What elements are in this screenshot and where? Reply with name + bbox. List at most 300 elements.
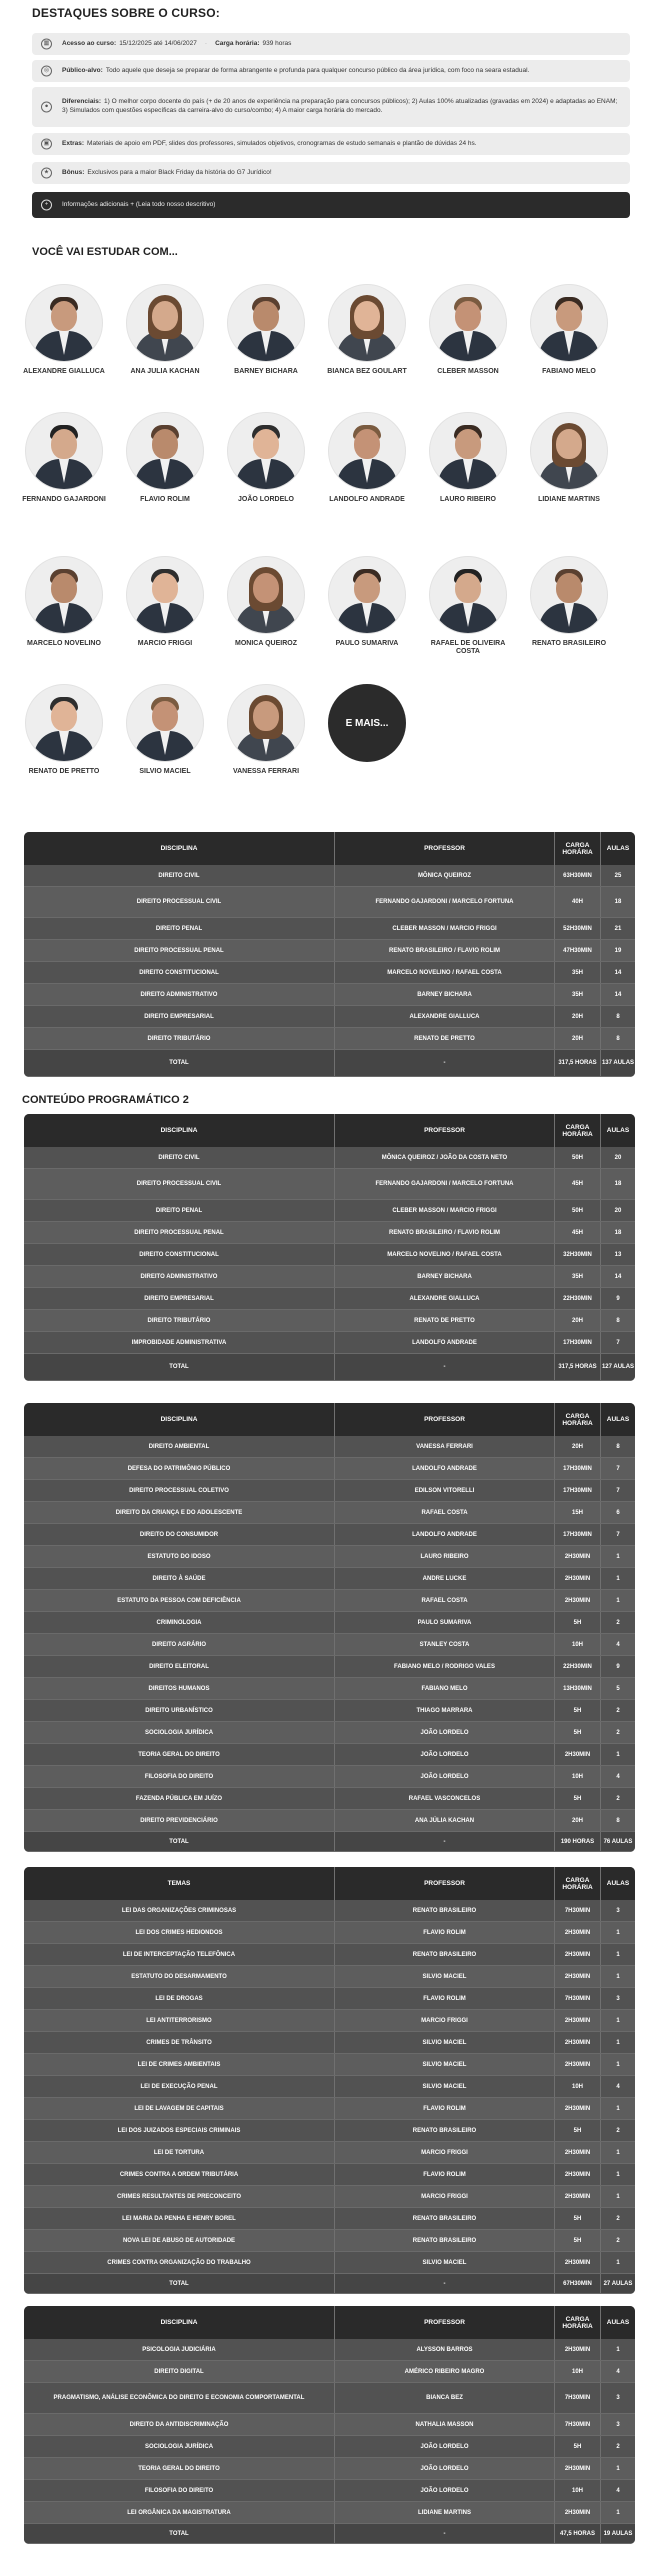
cell-classes: 1 xyxy=(616,2171,620,2178)
cell-professor: SILVIO MACIEL xyxy=(335,1966,555,1987)
cell-professor: LAURO RIBEIRO xyxy=(335,1546,555,1567)
cell-classes: 13 xyxy=(614,1251,622,1258)
professor-photo xyxy=(328,556,406,634)
cell-hours: 2H30MIN xyxy=(555,2010,601,2031)
table-row xyxy=(24,1744,635,1766)
cell-hours: CARGA HORÁRIA xyxy=(555,2306,601,2339)
professor-photo xyxy=(429,556,507,634)
table-conteudo-1 xyxy=(24,832,635,1077)
cell-classes: 2 xyxy=(616,1707,620,1714)
cell-subject: DIREITO EMPRESARIAL xyxy=(24,1006,335,1027)
cell-hours: 17H30MIN xyxy=(555,1332,601,1353)
cell-hours: 5H xyxy=(555,2208,601,2229)
table-row xyxy=(24,2120,635,2142)
cell-professor: RENATO BRASILEIRO / FLAVIO ROLIM xyxy=(335,1222,555,1243)
cell-subject: SOCIOLOGIA JURÍDICA xyxy=(24,1722,335,1743)
cell-classes: 21 xyxy=(614,925,622,932)
cell-hours: 63H30MIN xyxy=(555,865,601,886)
highlight-acesso xyxy=(32,33,630,55)
professor-card xyxy=(525,556,613,648)
cell-hours: 17H30MIN xyxy=(555,1458,601,1479)
cell-classes: 4 xyxy=(616,2083,620,2090)
extras-value: Materiais de apoio em PDF, slides dos professores, simulados objetivos, cronogramas de estudo semanais e plantão de dúvidas 24 hs. xyxy=(87,139,477,147)
table-row xyxy=(24,1722,635,1744)
cell-hours: 2H30MIN xyxy=(555,2054,601,2075)
professor-card xyxy=(323,412,411,504)
cell-professor: ALEXANDRE GIALLUCA xyxy=(335,1006,555,1027)
cell-subject: TEMAS xyxy=(24,1867,335,1900)
professor-name: LANDOLFO ANDRADE xyxy=(329,496,405,503)
professor-card xyxy=(525,284,613,376)
professor-card xyxy=(20,412,108,504)
cell-subject: DISCIPLINA xyxy=(24,1403,335,1436)
professor-card xyxy=(121,412,209,504)
cell-subject: TOTAL xyxy=(24,1832,335,1851)
cell-classes: 1 xyxy=(616,1929,620,1936)
cell-classes: 4 xyxy=(616,2487,620,2494)
cell-hours: 40H xyxy=(555,887,601,917)
table-row xyxy=(24,2142,635,2164)
cell-subject: LEI ORGÂNICA DA MAGISTRATURA xyxy=(24,2502,335,2523)
professor-photo xyxy=(126,284,204,362)
cell-hours: 2H30MIN xyxy=(555,1966,601,1987)
cell-hours: 2H30MIN xyxy=(555,2032,601,2053)
bonus-label: Bônus: xyxy=(62,168,85,176)
cell-hours: 5H xyxy=(555,2230,601,2251)
cell-hours: 13H30MIN xyxy=(555,1678,601,1699)
table-row xyxy=(24,1590,635,1612)
professor-name: FERNANDO GAJARDONI xyxy=(22,496,106,503)
professor-photo xyxy=(126,684,204,762)
cell-classes: 1 xyxy=(616,2039,620,2046)
table-row xyxy=(24,2186,635,2208)
professor-name: MONICA QUEIROZ xyxy=(235,640,297,647)
table-row xyxy=(24,1028,635,1050)
cell-subject: ESTATUTO DO DESARMAMENTO xyxy=(24,1966,335,1987)
table-row xyxy=(24,2339,635,2361)
gift-icon: ▣ xyxy=(41,139,52,150)
cell-professor: - xyxy=(335,1050,555,1076)
cell-subject: DIREITO PENAL xyxy=(24,918,335,939)
cell-hours: CARGA HORÁRIA xyxy=(555,832,601,865)
cell-hours: 10H xyxy=(555,2480,601,2501)
cell-classes: 7 xyxy=(616,1339,620,1346)
cell-hours: 32H30MIN xyxy=(555,1244,601,1265)
table-row xyxy=(24,1006,635,1028)
cell-professor: ALYSSON BARROS xyxy=(335,2339,555,2360)
more-professors-badge: E MAIS... xyxy=(328,684,406,762)
carga-label: Carga horária: xyxy=(215,39,260,47)
cell-subject: DIREITO DIGITAL xyxy=(24,2361,335,2382)
table-row xyxy=(24,2502,635,2524)
cell-professor: FLAVIO ROLIM xyxy=(335,1988,555,2009)
cell-classes: 9 xyxy=(616,1295,620,1302)
professor-card xyxy=(323,556,411,648)
cell-hours: 5H xyxy=(555,2120,601,2141)
plus-icon: + xyxy=(41,200,52,211)
table-row xyxy=(24,2164,635,2186)
cell-subject: DIREITO PROCESSUAL CIVIL xyxy=(24,1169,335,1199)
professor-card xyxy=(222,284,310,376)
cell-hours: 7H30MIN xyxy=(555,1900,601,1921)
professor-name: ANA JULIA KACHAN xyxy=(130,368,200,375)
cell-professor: RENATO BRASILEIRO / FLAVIO ROLIM xyxy=(335,940,555,961)
cell-professor: JOÃO LORDELO xyxy=(335,1722,555,1743)
highlight-extras xyxy=(32,133,630,155)
cell-subject: LEI DE LAVAGEM DE CAPITAIS xyxy=(24,2098,335,2119)
table-row xyxy=(24,1900,635,1922)
cell-classes: 3 xyxy=(616,1995,620,2002)
separator: · xyxy=(204,39,208,47)
cell-hours: 35H xyxy=(555,962,601,983)
cell-classes: 8 xyxy=(616,1013,620,1020)
cell-classes: 3 xyxy=(616,1907,620,1914)
cell-subject: LEI DE TORTURA xyxy=(24,2142,335,2163)
table-row xyxy=(24,1634,635,1656)
table-row xyxy=(24,2414,635,2436)
cell-hours: 35H xyxy=(555,1266,601,1287)
professor-card xyxy=(222,556,310,648)
cell-professor: LIDIANE MARTINS xyxy=(335,2502,555,2523)
professor-card xyxy=(424,284,512,376)
professor-photo xyxy=(227,284,305,362)
table-row xyxy=(24,1436,635,1458)
cell-subject: DISCIPLINA xyxy=(24,2306,335,2339)
cell-professor: PROFESSOR xyxy=(335,2306,555,2339)
cell-hours: 2H30MIN xyxy=(555,2098,601,2119)
professor-card xyxy=(121,556,209,648)
professor-photo xyxy=(328,284,406,362)
cell-professor: - xyxy=(335,2274,555,2293)
cell-hours: 5H xyxy=(555,1700,601,1721)
cell-hours: 2H30MIN xyxy=(555,2164,601,2185)
cell-professor: JOÃO LORDELO xyxy=(335,1766,555,1787)
cell-professor: BIANCA BEZ xyxy=(335,2383,555,2413)
professor-name: LAURO RIBEIRO xyxy=(440,496,496,503)
table-row xyxy=(24,1966,635,1988)
professor-card xyxy=(222,684,310,776)
cell-subject: TOTAL xyxy=(24,1354,335,1380)
cell-professor: LANDOLFO ANDRADE xyxy=(335,1524,555,1545)
highlight-publico xyxy=(32,60,630,82)
table-row xyxy=(24,1502,635,1524)
table-row xyxy=(24,1332,635,1354)
table2-title: CONTEÚDO PROGRAMÁTICO 2 xyxy=(22,1094,189,1106)
cell-classes: 1 xyxy=(616,1973,620,1980)
cell-professor: AMÉRICO RIBEIRO MAGRO xyxy=(335,2361,555,2382)
cell-subject: DIREITO PENAL xyxy=(24,1200,335,1221)
table-row xyxy=(24,1546,635,1568)
cell-professor: - xyxy=(335,1354,555,1380)
cell-classes: 76 AULAS xyxy=(603,1838,633,1845)
professor-photo xyxy=(25,684,103,762)
cell-subject: DISCIPLINA xyxy=(24,1114,335,1147)
cell-subject: DIREITO AGRÁRIO xyxy=(24,1634,335,1655)
carga-value: 939 horas xyxy=(262,39,292,47)
calendar-icon: ▦ xyxy=(41,39,52,50)
table-row xyxy=(24,1568,635,1590)
cell-classes: 2 xyxy=(616,1729,620,1736)
cell-subject: DIREITO PROCESSUAL CIVIL xyxy=(24,887,335,917)
professor-photo xyxy=(429,284,507,362)
table-row xyxy=(24,1678,635,1700)
cell-classes: 1 xyxy=(616,2061,620,2068)
info-toggle-button[interactable] xyxy=(32,192,630,218)
professor-name: SILVIO MACIEL xyxy=(139,768,191,775)
cell-professor: - xyxy=(335,2524,555,2543)
cell-classes: 1 xyxy=(616,2105,620,2112)
cell-subject: TEORIA GERAL DO DIREITO xyxy=(24,1744,335,1765)
table-row xyxy=(24,1766,635,1788)
cell-classes: 3 xyxy=(616,2395,620,2401)
cell-professor: MARCIO FRIGGI xyxy=(335,2142,555,2163)
cell-professor: RENATO BRASILEIRO xyxy=(335,1900,555,1921)
cell-professor: RENATO DE PRETTO xyxy=(335,1310,555,1331)
cell-classes: 7 xyxy=(616,1531,620,1538)
cell-hours: 22H30MIN xyxy=(555,1288,601,1309)
table-header xyxy=(24,832,635,865)
cell-professor: PAULO SUMARIVA xyxy=(335,1612,555,1633)
cell-subject: FILOSOFIA DO DIREITO xyxy=(24,2480,335,2501)
table-row xyxy=(24,887,635,918)
table-row xyxy=(24,1222,635,1244)
cell-classes: 6 xyxy=(616,1509,620,1516)
cell-professor: SILVIO MACIEL xyxy=(335,2076,555,2097)
cell-classes: 19 AULAS xyxy=(603,2530,633,2537)
cell-professor: RAFAEL VASCONCELOS xyxy=(335,1788,555,1809)
cell-professor: BARNEY BICHARA xyxy=(335,1266,555,1287)
table-row xyxy=(24,2458,635,2480)
cell-classes: 20 xyxy=(614,1207,622,1214)
cell-professor: MARCIO FRIGGI xyxy=(335,2186,555,2207)
cell-hours: 10H xyxy=(555,2076,601,2097)
cell-subject: CRIMES CONTRA ORGANIZAÇÃO DO TRABALHO xyxy=(24,2252,335,2273)
cell-hours: CARGA HORÁRIA xyxy=(555,1114,601,1147)
table-row xyxy=(24,2010,635,2032)
cell-subject: DIREITO CONSTITUCIONAL xyxy=(24,1244,335,1265)
cell-hours: 5H xyxy=(555,2436,601,2457)
cell-professor: BARNEY BICHARA xyxy=(335,984,555,1005)
cell-hours: 17H30MIN xyxy=(555,1480,601,1501)
table-row xyxy=(24,1700,635,1722)
professor-card xyxy=(20,556,108,648)
cell-subject: DISCIPLINA xyxy=(24,832,335,865)
cell-subject: CRIMES DE TRÂNSITO xyxy=(24,2032,335,2053)
cell-professor: FLAVIO ROLIM xyxy=(335,2098,555,2119)
cell-professor: FLAVIO ROLIM xyxy=(335,1922,555,1943)
cell-hours: 20H xyxy=(555,1028,601,1049)
cell-classes: 7 xyxy=(616,1487,620,1494)
cell-subject: DIREITO CIVIL xyxy=(24,865,335,886)
cell-subject: LEI DE CRIMES AMBIENTAIS xyxy=(24,2054,335,2075)
cell-hours: 2H30MIN xyxy=(555,2252,601,2273)
cell-classes: 8 xyxy=(616,1817,620,1824)
table-row xyxy=(24,1524,635,1546)
cell-hours: 20H xyxy=(555,1310,601,1331)
cell-subject: CRIMES RESULTANTES DE PRECONCEITO xyxy=(24,2186,335,2207)
cell-hours: 10H xyxy=(555,1766,601,1787)
cell-subject: CRIMES CONTRA A ORDEM TRIBUTÁRIA xyxy=(24,2164,335,2185)
cell-hours: 2H30MIN xyxy=(555,2142,601,2163)
cell-classes: 1 xyxy=(616,2149,620,2156)
cell-hours: 317,5 HORAS xyxy=(555,1050,601,1076)
table-row xyxy=(24,1656,635,1678)
cell-classes: 1 xyxy=(616,1575,620,1582)
cell-hours: CARGA HORÁRIA xyxy=(555,1867,601,1900)
table-row xyxy=(24,2480,635,2502)
professor-name: ALEXANDRE GIALLUCA xyxy=(23,368,105,375)
professor-photo xyxy=(227,556,305,634)
cell-subject: DIREITO ELEITORAL xyxy=(24,1656,335,1677)
cell-subject: DIREITO TRIBUTÁRIO xyxy=(24,1028,335,1049)
cell-classes: 14 xyxy=(614,1273,622,1280)
cell-professor: LANDOLFO ANDRADE xyxy=(335,1458,555,1479)
cell-professor: ANDRE LUCKE xyxy=(335,1568,555,1589)
cell-hours: 35H xyxy=(555,984,601,1005)
cell-classes: 8 xyxy=(616,1443,620,1450)
pin-icon: ● xyxy=(41,102,52,113)
target-icon: ◎ xyxy=(41,66,52,77)
table-row xyxy=(24,1810,635,1832)
cell-professor: MÔNICA QUEIROZ xyxy=(335,865,555,886)
professor-photo xyxy=(126,556,204,634)
cell-professor: MARCELO NOVELINO / RAFAEL COSTA xyxy=(335,1244,555,1265)
professor-card xyxy=(222,412,310,504)
cell-hours: 45H xyxy=(555,1222,601,1243)
cell-professor: FABIANO MELO xyxy=(335,1678,555,1699)
cell-professor: FERNANDO GAJARDONI / MARCELO FORTUNA xyxy=(335,887,555,917)
cell-classes: 14 xyxy=(614,991,622,998)
cell-hours: 2H30MIN xyxy=(555,2339,601,2360)
cell-classes: 2 xyxy=(616,2443,620,2450)
cell-classes: 4 xyxy=(616,1773,620,1780)
professor-card xyxy=(121,684,209,776)
cell-subject: DIREITO DA ANTIDISCRIMINAÇÃO xyxy=(24,2414,335,2435)
extras-label: Extras: xyxy=(62,139,85,147)
cell-subject: LEI DOS CRIMES HEDIONDOS xyxy=(24,1922,335,1943)
cell-classes: 1 xyxy=(616,2017,620,2024)
cell-hours: 17H30MIN xyxy=(555,1524,601,1545)
cell-classes: AULAS xyxy=(606,2319,630,2326)
professor-photo xyxy=(530,412,608,490)
cell-professor: ALEXANDRE GIALLUCA xyxy=(335,1288,555,1309)
table-row xyxy=(24,1169,635,1200)
table-row xyxy=(24,2032,635,2054)
cell-classes: 1 xyxy=(616,2346,620,2353)
cell-professor: JOÃO LORDELO xyxy=(335,2480,555,2501)
professor-card xyxy=(323,284,411,376)
cell-classes: 137 AULAS xyxy=(601,1060,635,1066)
table-row xyxy=(24,1244,635,1266)
cell-professor: FABIANO MELO / RODRIGO VALES xyxy=(335,1656,555,1677)
cell-classes: 1 xyxy=(616,2465,620,2472)
cell-professor: RENATO BRASILEIRO xyxy=(335,2230,555,2251)
table-row xyxy=(24,1922,635,1944)
professor-name: CLEBER MASSON xyxy=(437,368,499,375)
cell-subject: LEI ANTITERRORISMO xyxy=(24,2010,335,2031)
acesso-value: 15/12/2025 até 14/06/2027 xyxy=(119,39,197,47)
cell-classes: 4 xyxy=(616,2368,620,2375)
professor-name: VANESSA FERRARI xyxy=(232,768,300,775)
cell-professor: LANDOLFO ANDRADE xyxy=(335,1332,555,1353)
cell-professor: FLAVIO ROLIM xyxy=(335,2164,555,2185)
cell-subject: TOTAL xyxy=(24,2274,335,2293)
cell-subject: FAZENDA PÚBLICA EM JUÍZO xyxy=(24,1788,335,1809)
professor-name: RENATO BRASILEIRO xyxy=(531,640,607,647)
cell-hours: 22H30MIN xyxy=(555,1656,601,1677)
cell-classes: 20 xyxy=(614,1154,622,1161)
cell-hours: 5H xyxy=(555,1788,601,1809)
cell-subject: DIREITO ADMINISTRATIVO xyxy=(24,1266,335,1287)
cell-hours: 47,5 HORAS xyxy=(555,2524,601,2543)
cell-classes: 3 xyxy=(616,2421,620,2428)
table-row xyxy=(24,918,635,940)
cell-hours: 50H xyxy=(555,1147,601,1168)
cell-classes: 18 xyxy=(614,1229,622,1236)
cell-subject: DIREITO PROCESSUAL PENAL xyxy=(24,940,335,961)
cell-hours: 7H30MIN xyxy=(555,1988,601,2009)
cell-subject: LEI DAS ORGANIZAÇÕES CRIMINOSAS xyxy=(24,1900,335,1921)
cell-subject: NOVA LEI DE ABUSO DE AUTORIDADE xyxy=(24,2230,335,2251)
table-row xyxy=(24,2054,635,2076)
cell-classes: 27 AULAS xyxy=(603,2280,633,2287)
cell-classes: 1 xyxy=(616,1597,620,1604)
professor-name: JOÃO LORDELO xyxy=(237,496,294,503)
cell-hours: 190 HORAS xyxy=(555,1832,601,1851)
table-row xyxy=(24,1310,635,1332)
bonus-value: Exclusivos para a maior Black Friday da história do G7 Jurídico! xyxy=(87,168,272,176)
table-conteudo-5 xyxy=(24,2306,635,2544)
cell-professor: PROFESSOR xyxy=(335,1114,555,1147)
table-row xyxy=(24,1988,635,2010)
cell-subject: TOTAL xyxy=(24,1050,335,1076)
dif-value: 1) O melhor corpo docente do país (+ de 20 anos de experiência na preparação para concursos públicos); 2) Aulas 100% atualizadas (gravadas em 2024) e adaptadas ao ENAM; 3) Simulados com questões específicas da carreira-alvo do curso/combo; 4) A maior carga horária do mercado. xyxy=(62,98,618,114)
professor-card xyxy=(121,284,209,376)
cell-professor: RAFAEL COSTA xyxy=(335,1590,555,1611)
cell-hours: 2H30MIN xyxy=(555,1744,601,1765)
cell-professor: JOÃO LORDELO xyxy=(335,2458,555,2479)
cell-professor: PROFESSOR xyxy=(335,1403,555,1436)
cell-classes: 1 xyxy=(616,1951,620,1958)
cell-hours: 20H xyxy=(555,1810,601,1831)
cell-hours: 47H30MIN xyxy=(555,940,601,961)
cell-classes: 14 xyxy=(614,969,622,976)
cell-professor: JOÃO LORDELO xyxy=(335,2436,555,2457)
highlight-diferenciais xyxy=(32,87,630,127)
star-icon: ★ xyxy=(41,168,52,179)
cell-classes: 2 xyxy=(616,2215,620,2222)
cell-subject: PSICOLOGIA JUDICIÁRIA xyxy=(24,2339,335,2360)
more-professors xyxy=(323,684,411,762)
cell-classes: 2 xyxy=(616,1795,620,1802)
cell-professor: PROFESSOR xyxy=(335,1867,555,1900)
professor-photo xyxy=(530,556,608,634)
cell-hours: 5H xyxy=(555,1612,601,1633)
cell-hours: 20H xyxy=(555,1006,601,1027)
cell-hours: 2H30MIN xyxy=(555,1590,601,1611)
cell-classes: AULAS xyxy=(606,1416,630,1423)
professor-name: RAFAEL DE OLIVEIRA COSTA xyxy=(430,640,506,656)
table-row xyxy=(24,1147,635,1169)
professor-name: RENATO DE PRETTO xyxy=(28,768,100,775)
table-total-row xyxy=(24,2274,635,2294)
cell-subject: DIREITO EMPRESARIAL xyxy=(24,1288,335,1309)
cell-hours: 5H xyxy=(555,1722,601,1743)
table-row xyxy=(24,2361,635,2383)
table-row xyxy=(24,1458,635,1480)
table-row xyxy=(24,1944,635,1966)
highlight-bonus xyxy=(32,162,630,184)
